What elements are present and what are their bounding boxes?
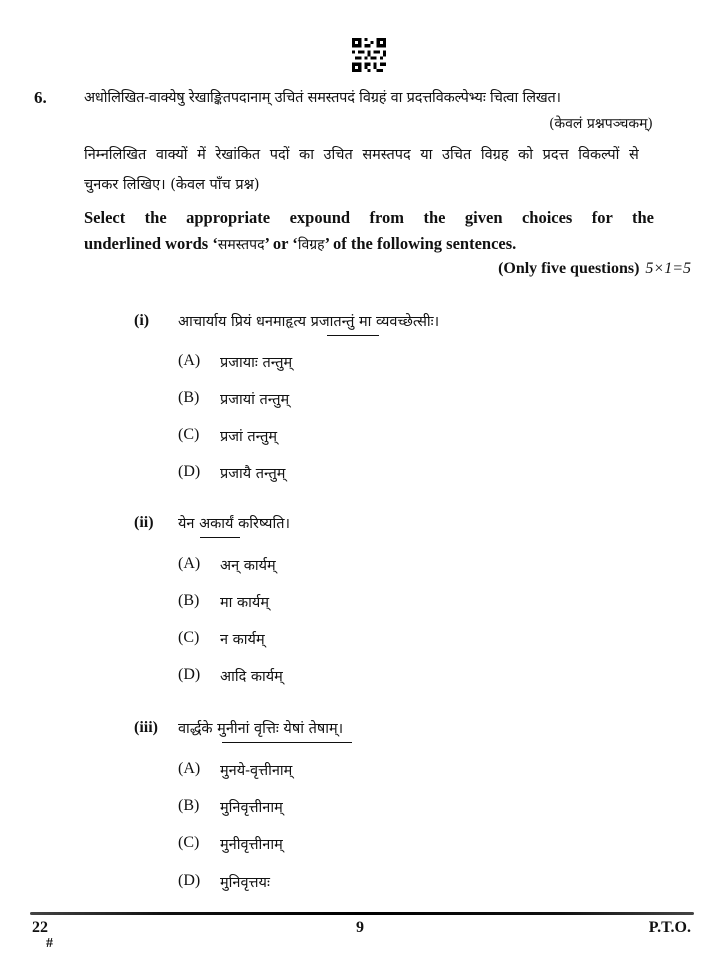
footer-divider	[30, 912, 694, 915]
subquestion-label: (iii)	[134, 719, 158, 736]
option-text: प्रजायै तन्तुम्	[220, 466, 286, 482]
hindi-instruction-line2: चुनकर लिखिए। (केवल पाँच प्रश्न)	[84, 177, 260, 193]
option-label: (C)	[178, 426, 200, 443]
english-instruction-line1: Select the appropriate expound from the given choices for the	[84, 208, 654, 227]
sanskrit-instruction: अधोलिखित-वाक्येषु रेखाङ्कितपदानाम् उचितं समस्तपदं विग्रहं वा प्रदत्तविकल्पेभ्यः चित्वा लिखत।	[84, 90, 561, 106]
option-text: मुनिवृत्तयः	[220, 875, 270, 891]
option-text: प्रजायाः तन्तुम्	[220, 355, 293, 371]
option-label: (D)	[178, 666, 201, 683]
page-number: 9	[356, 919, 364, 936]
option-label: (A)	[178, 760, 201, 777]
option-text: मुनीवृत्तीनाम्	[220, 837, 283, 853]
hindi-instruction-line1: निम्नलिखित वाक्यों में रेखांकित पदों का उचित समस्तपद या उचित विग्रह को प्रदत्त विकल्पों से	[84, 147, 639, 163]
option-label: (C)	[178, 834, 200, 851]
option-text: मा कार्यम्	[220, 595, 270, 611]
option-text: अन् कार्यम्	[220, 558, 276, 574]
qr-code-icon	[352, 38, 386, 72]
subquestion-label: (ii)	[134, 514, 154, 531]
footer-code: 22	[32, 919, 48, 936]
option-label: (A)	[178, 352, 201, 369]
sanskrit-marks-note: (केवलं प्रश्नपञ्चकम्)	[548, 116, 653, 132]
option-label: (D)	[178, 872, 201, 889]
english-note: (Only five questions)	[498, 260, 640, 277]
subquestion-sentence: वार्द्धके मुनीनां वृत्तिः येषां तेषाम्।	[178, 721, 344, 737]
english-instruction-line2: underlined words ‘समस्तपद’ or ‘विग्रह’ of the following sentences.	[84, 234, 517, 253]
underline-mark	[200, 537, 240, 538]
subquestion-sentence: आचार्याय प्रियं धनमाहृत्य प्रजातन्तुं मा व्यवच्छेत्सीः।	[178, 314, 440, 330]
option-text: प्रजां तन्तुम्	[220, 429, 278, 445]
option-label: (B)	[178, 389, 200, 406]
option-label: (D)	[178, 463, 201, 480]
option-label: (B)	[178, 797, 200, 814]
option-label: (C)	[178, 629, 200, 646]
marks-line	[498, 260, 691, 278]
underline-mark	[222, 742, 352, 743]
option-text: मुनिवृत्तीनाम्	[220, 800, 283, 816]
option-label: (A)	[178, 555, 201, 572]
subquestion-sentence: येन अकार्यं करिष्यति।	[178, 516, 290, 532]
option-text: आदि कार्यम्	[220, 669, 283, 685]
underline-mark	[327, 335, 379, 336]
option-text: मुनये-वृत्तीनाम्	[220, 763, 293, 779]
option-text: प्रजायां तन्तुम्	[220, 392, 290, 408]
subquestion-label: (i)	[134, 312, 150, 329]
question-number: 6.	[34, 88, 47, 107]
footer-hash-mark: #	[46, 936, 53, 951]
option-text: न कार्यम्	[220, 632, 265, 648]
pto-label: P.T.O.	[648, 919, 691, 936]
option-label: (B)	[178, 592, 200, 609]
marks-formula: 5×1=5	[645, 260, 691, 277]
